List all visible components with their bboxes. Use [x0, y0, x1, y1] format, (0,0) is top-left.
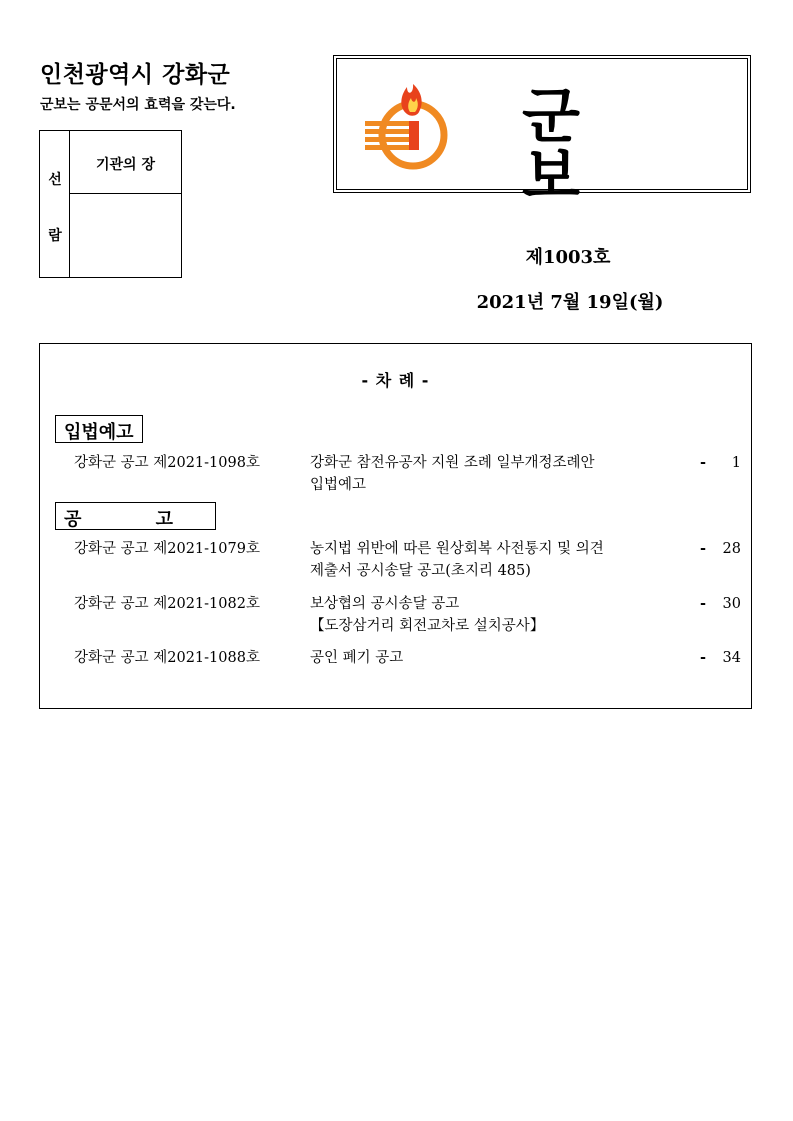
- toc-entry-dash: -: [700, 540, 707, 557]
- toc-entry-title: 보상협의 공시송달 공고 【도장삼거리 회전교차로 설치공사】: [310, 596, 545, 634]
- toc-entry-title: 농지법 위반에 따른 원상회복 사전통지 및 의견 제출서 공시송달 공고(초지리 485): [310, 541, 604, 579]
- circulation-column-header: 기관의 장: [70, 131, 181, 194]
- publisher-name: 인천광역시 강화군: [40, 62, 231, 88]
- table-of-contents: [39, 343, 752, 709]
- toc-entry-page: 30: [722, 596, 741, 612]
- toc-entry-notice-number: 강화군 공고 제2021-1088호: [74, 650, 260, 666]
- issue-number: 제1003호: [525, 247, 611, 268]
- circulation-side-label: [40, 131, 70, 277]
- ganghwa-county-emblem-icon: [363, 81, 449, 171]
- circulation-char-1: 선: [48, 172, 62, 188]
- toc-entry-page: 28: [722, 541, 741, 557]
- toc-entry-title: 공인 폐기 공고: [310, 650, 404, 666]
- toc-entry-notice-number: 강화군 공고 제2021-1098호: [74, 455, 260, 471]
- toc-title: - 차 례 -: [361, 371, 430, 390]
- toc-section-heading: 입법예고: [55, 415, 143, 443]
- circulation-box: [39, 130, 182, 278]
- toc-section-heading: 공 고: [55, 502, 216, 530]
- toc-entry-dash: -: [700, 595, 707, 612]
- toc-entry-page: 34: [722, 650, 741, 666]
- circulation-char-2: 람: [48, 228, 62, 244]
- toc-entry-notice-number: 강화군 공고 제2021-1079호: [74, 541, 260, 557]
- masthead-title: 군 보: [522, 82, 670, 212]
- toc-entry-dash: -: [700, 454, 707, 471]
- masthead-frame: [336, 58, 748, 212]
- toc-entry-page: 1: [731, 455, 741, 471]
- masthead: [333, 55, 751, 212]
- toc-entry-title: 강화군 참전유공자 지원 조례 일부개정조례안 입법예고: [310, 455, 595, 493]
- toc-entry-notice-number: 강화군 공고 제2021-1082호: [74, 596, 260, 612]
- tagline: 군보는 공문서의 효력을 갖는다.: [40, 97, 236, 113]
- issue-date: 2021년 7월 19일(월): [476, 292, 664, 313]
- toc-entry-dash: -: [700, 649, 707, 666]
